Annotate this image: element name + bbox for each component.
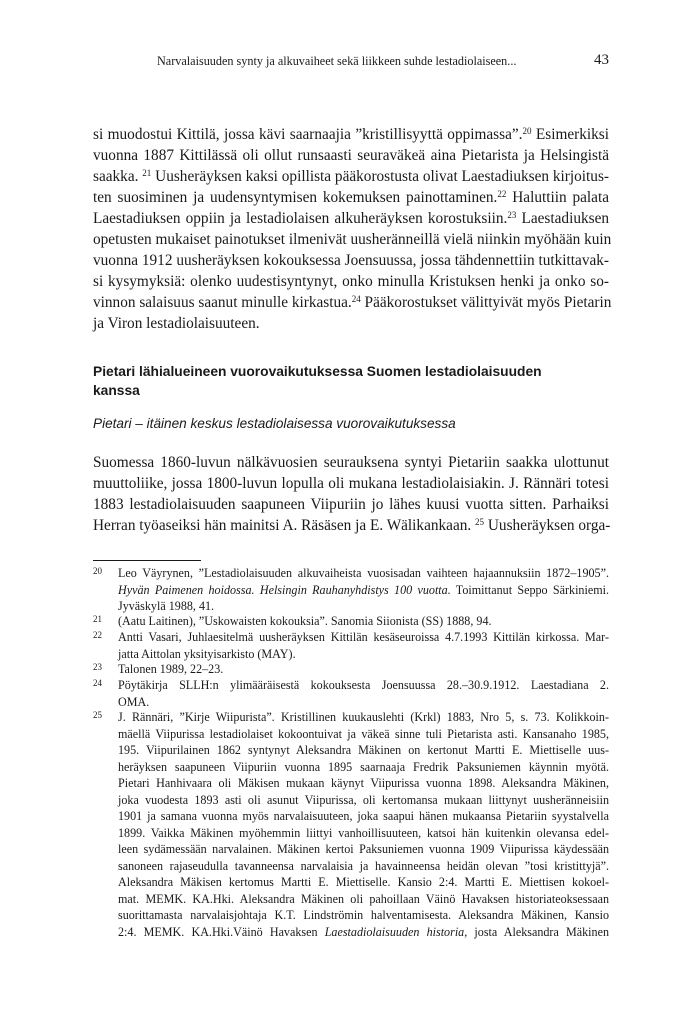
text-line: saakka. $^{21}$ Uusheräyksen kaksi opillista pääkorostusta olivat Laestadiuksen kirjoitus- — [93, 168, 609, 185]
footnote-ref[interactable]: 21 — [142, 168, 152, 178]
footnote-ref[interactable]: 20 — [522, 126, 532, 136]
text-line: si muodostui Kittilä, jossa kävi saarnaajia ”kristillisyyttä oppimassa”.$^{20}$ Esimerkiksi — [93, 126, 610, 143]
footnote-ref[interactable]: 24 — [351, 294, 361, 304]
page-number: 43 — [594, 52, 609, 68]
text-line: muuttoliike, jossa 1800-luvun lopulla oli mukana lestadiolaisiakin. J. Rännäri totesi — [93, 475, 609, 492]
footnote-number: 23 — [93, 662, 102, 672]
footnote-number: 22 — [93, 630, 102, 640]
text-line: si kysymyksiä: olenko uudestisyntynyt, onko minulla Kristuksen henki ja onko so- — [93, 273, 609, 290]
footnote-ref[interactable]: 23 — [507, 210, 517, 220]
text-line: 1883 lestadiolaisuuden saapuneen Viipuriin jo lähes kuusi vuotta sitten. Parhaiksi — [93, 496, 609, 513]
text-line: Herran työaseiksi hän mainitsi A. Räsäsen ja E. Wälikankaan. $^{25}$ Uusheräyksen orga- — [93, 517, 611, 534]
footnote-number: 21 — [93, 614, 102, 624]
footnote-number: 24 — [93, 678, 102, 688]
footnote-ref[interactable]: 22 — [497, 189, 507, 199]
text-line: vuonna 1912 uusheräyksen kokouksessa Joensuussa, jossa tähdennettiin tutkittavak- — [93, 252, 609, 269]
footnote-ref[interactable]: 25 — [475, 517, 485, 527]
text-line: vuonna 1887 Kittilässä oli ollut runsaasti seuraväkeä aina Pietarista ja Helsingistä — [93, 147, 609, 164]
text-line: Suomessa 1860-luvun nälkävuosien seurauksena syntyi Pietariin saakka ulottunut — [93, 454, 609, 471]
text-line: ten suosiminen ja uudensyntymisen kokemuksen painottaminen.$^{22}$ Haluttiin palata — [93, 189, 609, 206]
text-line: Laestadiuksen oppiin ja lestadiolaisen alkuheräyksen korostuksiin.$^{23}$ Laestadiuksen — [93, 210, 610, 227]
book-page: Narvalaisuuden synty ja alkuvaiheet sekä liikkeen suhde lestadiolaiseen... 43 si muodostui Kittilä, jossa kävi saarnaajia ”kristillisyyttä oppimassa”.$^{20}$ Esimerkiksi vuonna 1887 Kittilässä oli ollut runsaasti seuraväkeä aina Pietarista ja Helsingistä saakka. $^{21}$ Uusheräyksen kaksi opillista pääkorostusta olivat Laestadiuksen kirjoitus- ten suosiminen ja uudensyntymisen kokemuksen painottaminen.$^{22}$ Haluttiin palata Laestadiuksen oppiin ja lestadiolaisen alkuheräyksen korostuksiin.$^{23}$ Laestadiuksen opetusten mukaiset painotukset ilmenivät uusheränneillä vielä niinkin myöhään kuin vuonna 1912 uusheräyksen kokouksessa Joensuussa, jossa tähdennettiin tutkittavak- si kysymyksiä: olenko uudestisyntynyt, onko minulla Kristuksen henki ja onko so- vinnon salaisuus saanut minulle kirkastua.$^{24}$ Pääkorostukset välittyivät myös Pietarin ja Viron lestadiolaisuuteen. Pietari lähialueineen vuorovaikutuksessa Suomen lestadiolaisuuden kanssa Pietari – itäinen keskus lestadiolaisessa vuorovaikutuksessa Suomessa 1860-luvun nälkävuosien seurauksena syntyi Pietariin saakka ulottunut muuttoliike, jossa 1800-luvun lopulla oli mukana lestadiolaisiakin. J. Rännäri totesi 1883 lestadiolaisuuden saapuneen Viipuriin jo lähes kuusi vuotta sitten. Parhaiksi Herran työaseiksi hän mainitsi A. Räsäsen ja E. Wälikankaan. $^{25}$ Uusheräyksen orga- 20 Leo Väyrynen, ”Lestadiolaisuuden alkuvaiheista vuosisadan vaihteen hajaannuksiin 1872–1905”. Hyvän Paimenen hoidossa. Helsingin Rauhanyhdistys 100 vuotta. Toimittanut Seppo Särkiniemi. Jyväskylä 1988, 41. 21 (Aatu Laitinen), ”Uskowaisten kokouksia”. Sanomia Siionista (SS) 1888, 94. 22 Antti Vasari, Juhlaesitelmä uusheräyksen Kittilän kesäseuroissa 4.7.1993 Kittilän kirkossa. Mar- jatta Aittolan yksityisarkisto (MAY). 23 Talonen 1989, 22–23. 24 Pöytäkirja SLLH:n ylimääräisestä kokouksesta Joensuussa 28.–30.9.1912. Laestadiana 2. OMA. 25 J. Rännäri, ”Kirje Wiipurista”. Kristillinen kuukauslehti (Krkl) 1883, Nro 5, s. 73. Kolikkoin- mäellä Viipurissa lestadiolaiset kokoontuivat ja väkeä sinne tuli Pietarista asti. Kansanaho 1985, 195. Viipurilainen 1862 syntynyt Aleksandra Mäkinen on kertonut Martti E. Miettiselle uus- heräyksen saapuneen Viipuriin vuonna 1895 saarnaaja Fredrik Paksuniemen käynnin myötä. Pietari Hanhivaara oli Mäkisen mukaan käynyt Viipurissa vuonna 1898. Aleksandra Mäkinen, joka vuodesta 1893 asti oli asunut Viipurissa, oli kertomansa mukaan liittynyt uusheränneisiin 1901 ja samana vuonna myös narvalaisuuteen, joka saapui hänen mukaansa Pietariin syystalvella 1899. Vaikka Mäkinen myöhemmin liittyi vanhoillisuuteen, katsoi hän kuitenkin olevansa edel- leen sydämessään narvalainen. Mäkinen kertoi Paksuniemen vuonna 1909 Viipurissa käydessään sanoneen rajaseudulla tavanneensa narvalaisia ja havainneensa heidän olevan ”tosi kristittyjä”. Aleksandra Mäkisen kertomus Martti E. Miettiselle. Kansio 2:4. Martti E. Miettisen kokoel- mat. MEMK. KA.Hki. Aleksandra Mäkinen oli pahoillaan Väinö Havaksen historiateoksessaan suorittamasta narvalaisjohtaja K.T. Lindströmin halventamisesta. Aleksandra Mäkinen, Kansio 2:4. MEMK. KA.Hki.Väinö Havaksen Laestadiolaisuuden historia, josta Aleksandra Mäkinen — [93, 52, 612, 939]
running-head — [93, 52, 609, 72]
body-paragraph-1 — [93, 124, 612, 334]
footnote-number: 20 — [93, 566, 102, 576]
section-heading: Pietari lähialueineen vuorovaikutuksessa Suomen lestadiolaisuuden kanssa — [93, 364, 542, 398]
footnote-separator — [93, 560, 201, 561]
subsection-heading: Pietari – itäinen keskus lestadiolaisessa vuorovaikutuksessa — [93, 416, 456, 431]
text-line: opetusten mukaiset painotukset ilmenivät uusheränneillä vielä niinkin myöhään kuin — [93, 231, 612, 248]
running-head-title: Narvalaisuuden synty ja alkuvaiheet sekä liikkeen suhde lestadiolaiseen... — [157, 54, 517, 68]
footnote-number: 25 — [93, 710, 102, 720]
text-line: ja Viron lestadiolaisuuteen. — [93, 315, 260, 332]
text-line: vinnon salaisuus saanut minulle kirkastua.$^{24}$ Pääkorostukset välittyivät myös Pietarin — [93, 294, 612, 311]
body-paragraph-2 — [93, 452, 609, 536]
